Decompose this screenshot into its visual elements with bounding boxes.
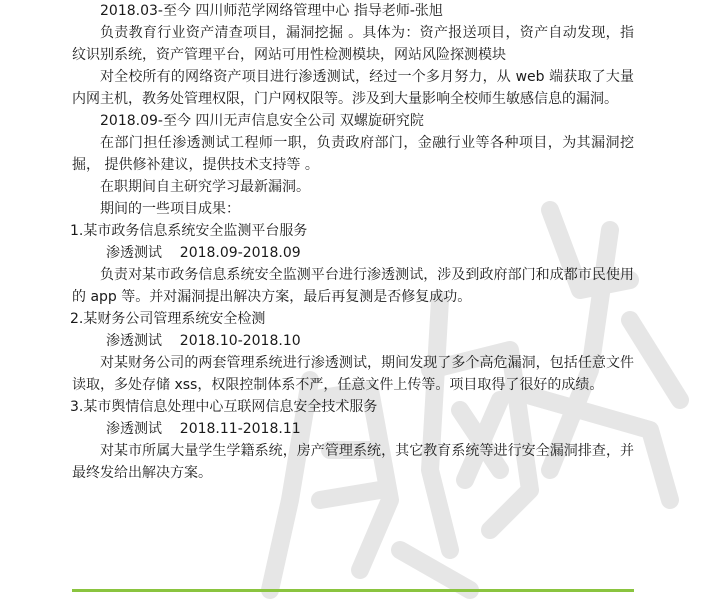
project-3-title: 3.某市舆情信息处理中心互联网信息安全技术服务 [70, 399, 378, 415]
experience-note-2: 期间的一些项目成果： [100, 201, 240, 217]
project-1-desc: 负责对某市政务信息系统安全监测平台进行渗透测试，涉及到政府部门和成都市民使用的 app 等。并对漏洞提出解决方案，最后再复测是否修复成功。 [72, 267, 634, 305]
project-2-meta: 渗透测试 2018.10-2018.10 [106, 333, 301, 349]
experience-note-1: 在职期间自主研究学习最新漏洞。 [100, 179, 310, 195]
project-1-title: 1.某市政务信息系统安全监测平台服务 [70, 223, 308, 239]
experience-desc-1: 负责教育行业资产清查项目，漏洞挖掘 。具体为：资产报送项目，资产自动发现，指纹识别系统，资产管理平台，网站可用性检测模块，网站风险探测模块 [72, 25, 634, 63]
project-3-meta: 渗透测试 2018.11-2018.11 [106, 421, 301, 437]
experience-desc-2: 对全校所有的网络资产项目进行渗透测试，经过一个多月努力，从 web 端获取了大量内网主机，教务处管理权限，门户网权限等。涉及到大量影响全校师生敏感信息的漏洞。 [72, 69, 634, 107]
project-1-meta: 渗透测试 2018.09-2018.09 [106, 245, 301, 261]
experience-header-1: 2018.03-至今 四川师范学网络管理中心 指导老师-张旭 [100, 3, 443, 19]
experience-desc-3: 在部门担任渗透测试工程师一职，负责政府部门，金融行业等各种项目，为其漏洞挖掘， 提供修补建议，提供技术支持等 。 [72, 135, 634, 173]
project-2-title: 2.某财务公司管理系统安全检测 [70, 311, 266, 327]
project-2-desc: 对某财务公司的两套管理系统进行渗透测试，期间发现了多个高危漏洞，包括任意文件读取，多处存储 xss，权限控制体系不严，任意文件上传等。项目取得了很好的成绩。 [72, 355, 634, 393]
project-3-desc: 对某市所属大量学生学籍系统，房产管理系统，其它教育系统等进行安全漏洞排查，并最终发给出解决方案。 [72, 443, 634, 481]
bottom-divider [72, 589, 634, 592]
resume-content [72, 0, 634, 484]
experience-header-2: 2018.09-至今 四川无声信息安全公司 双螺旋研究院 [100, 113, 424, 129]
